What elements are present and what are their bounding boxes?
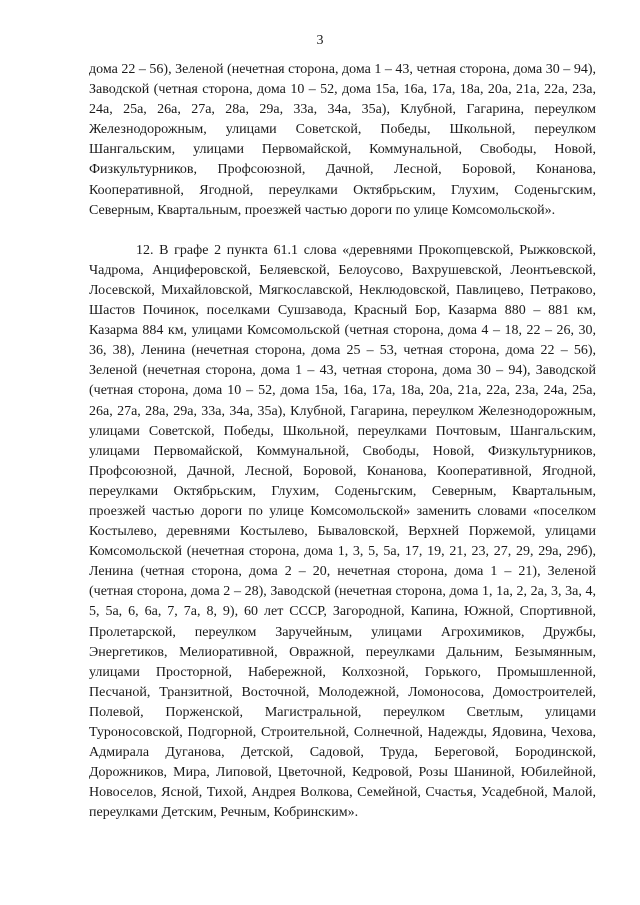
paragraph-continued: дома 22 – 56), Зеленой (нечетная сторона, дома 1 – 43, четная сторона, дома 30 – 94), Заводской (четная сторона, дома 10 – 52, дома 15а, 16а, 17а, 18а, 20а, 21а, 22а, 23а, 24а, 25а, 26а, 27а, 28а, 29а, 33а, 34а, 35а), Клубной, Гагарина, переулком Железнодорожным, улицами Советской, Победы, Школьной, переулком Шангальским, улицами Первомайской, Коммунальной, Свободы, Новой, Физкультурников, Профсоюзной, Дачной, Лесной, Боровой, Конанова, Кооперативной, Ягодной, переулками Октябрьским, Глухим, Соденьгским, Северным, Квартальным, проезжей частью дороги по улице Комсомольской». [89,62,596,218]
page-number: 3 [316,33,324,48]
document-body [89,60,596,823]
paragraph-item-12: 12. В графе 2 пункта 61.1 слова «деревнями Прокопцевской, Рыжковской, Чадрома, Анциферовской, Беляевской, Белоусово, Вахрушевской, Леонтьевской, Лосевской, Михайловской, Мягкославской, Неклюдовской, Павлицево, Петраково, Шастов Починок, поселками Сушзавода, Красный Бор, Казарма 880 – 881 км, Казарма 884 км, улицами Комсомольской (четная сторона, дома 4 – 18, 22 – 26, 30, 36, 38), Ленина (нечетная сторона, дома 25 – 53, четная сторона, дома 22 – 56), Зеленой (нечетная сторона, дома 1 – 43, четная сторона, дома 30 – 94), Заводской (четная сторона, дома 10 – 52, дома 15а, 16а, 17а, 18а, 20а, 21а, 22а, 23а, 24а, 25а, 26а, 27а, 28а, 29а, 33а, 34а, 35а), Клубной, Гагарина, переулком Железнодорожным, улицами Советской, Победы, Школьной, переулками Почтовым, Шангальским, улицами Первомайской, Коммунальной, Свободы, Новой, Физкультурников, Профсоюзной, Дачной, Лесной, Боровой, Конанова, Кооперативной, Ягодной, переулками Октябрьским, Глухим, Соденьгским, Северным, Квартальным, проезжей частью дороги по улице Комсомольской» заменить словами «поселком Костылево, деревнями Костылево, Бываловской, Верхней Поржемой, улицами Комсомольской (нечетная сторона, дома 1, 3, 5, 5а, 17, 19, 21, 23, 27, 29, 29а, 29б), Ленина (четная сторона, дома 2 – 20, нечетная сторона, дома 1 – 21), Зеленой (четная сторона, дома 2 – 28), Заводской (нечетная сторона, дома 1, 1а, 2, 2а, 3, 3а, 4, 5, 5а, 6, 6а, 7, 7а, 8, 9), 60 лет СССР, Загородной, Капина, Южной, Спортивной, Пролетарской, переулком Заручейным, улицами Агрохимиков, Дружбы, Энергетиков, Мелиоративной, Овражной, переулками Дальним, Безымянным, улицами Просторной, Набережной, Колхозной, Горького, Промышленной, Песчаной, Транзитной, Восточной, Молодежной, Ломоносова, Домостроителей, Полевой, Порженской, Магистральной, переулком Светлым, улицами Туроносовской, Подгорной, Строительной, Солнечной, Надежды, Ядовина, Чехова, Адмирала Дуганова, Детской, Садовой, Труда, Береговой, Бородинской, Дорожников, Мира, Липовой, Цветочной, Кедровой, Розы Шаниной, Юбилейной, Новоселов, Яcной, Тихой, Андрея Волкова, Семейной, Счастья, Усадебной, Малой, переулками Детским, Речным, Кобринским». [89,242,596,821]
